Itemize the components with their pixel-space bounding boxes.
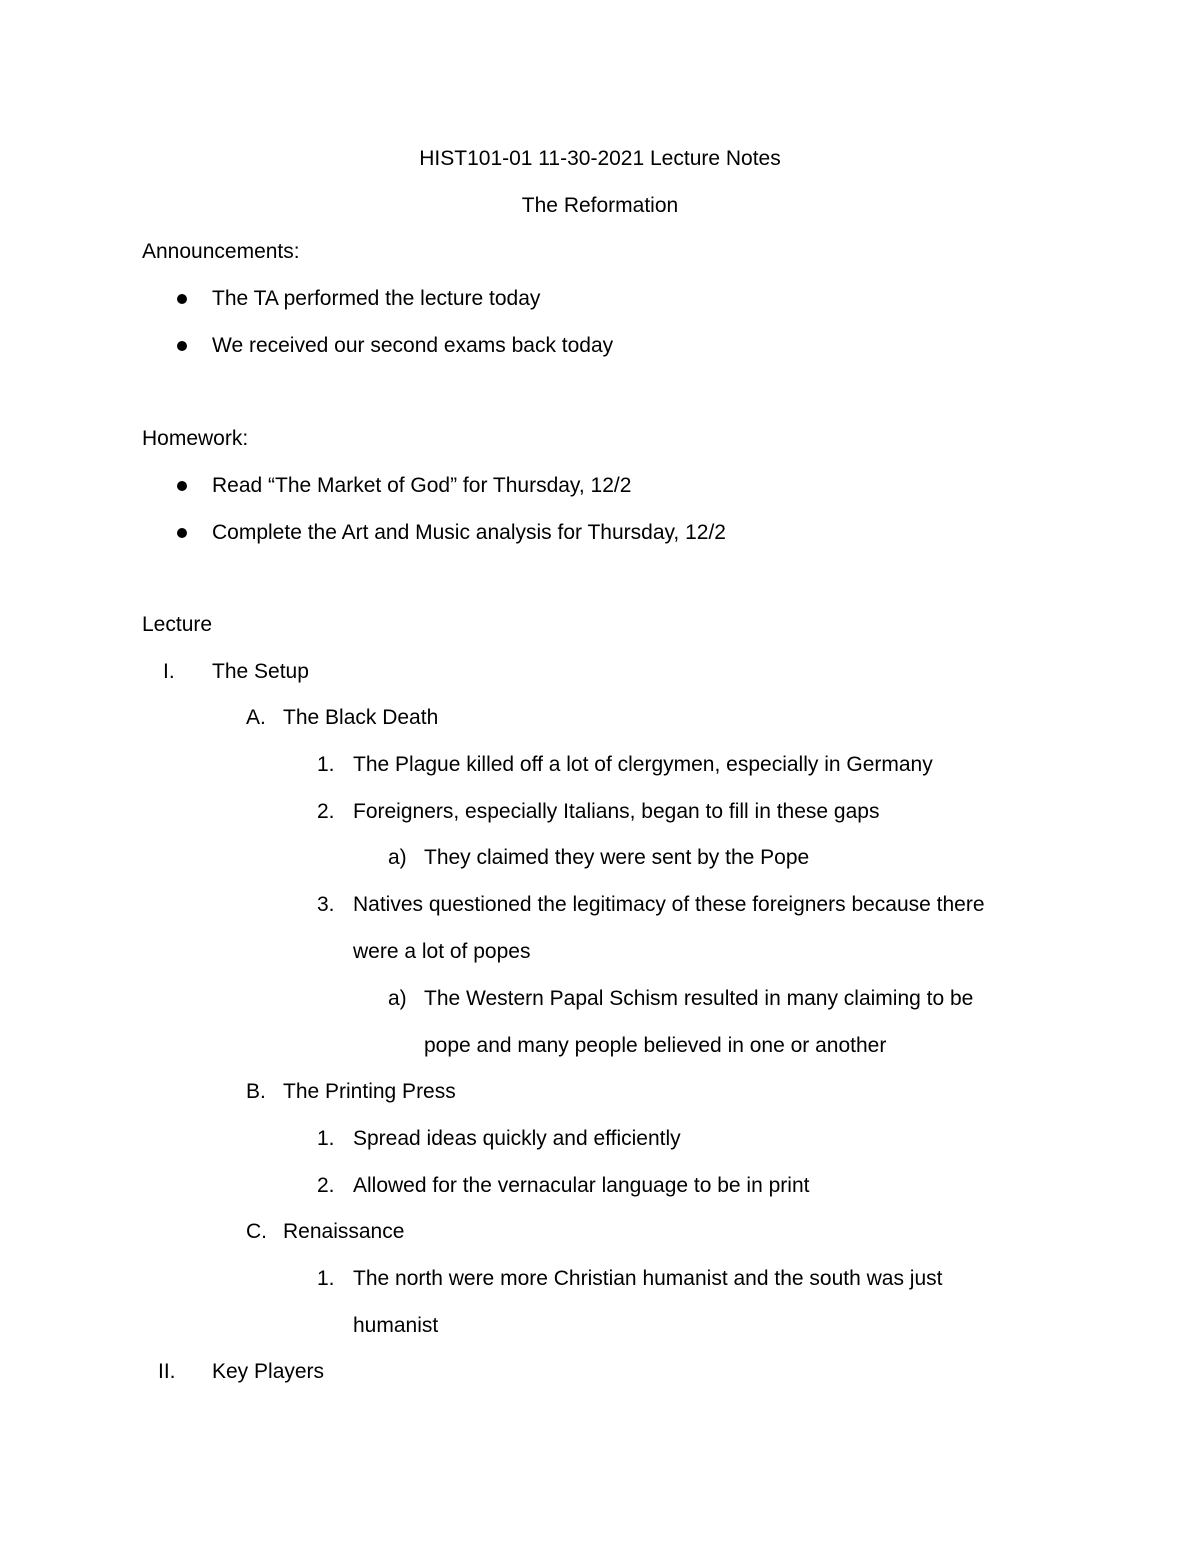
outline-marker: B. (246, 1080, 266, 1103)
outline-marker: I. (163, 660, 175, 683)
outline-marker: II. (158, 1360, 176, 1383)
announcement-item: We received our second exams back today (212, 334, 614, 357)
subpoint-text: pope and many people believed in one or another (424, 1034, 887, 1057)
document-title: HIST101-01 11-30-2021 Lecture Notes (419, 147, 781, 170)
bullet-icon (177, 528, 187, 538)
outline-marker: A. (246, 706, 266, 729)
announcement-item: The TA performed the lecture today (212, 287, 541, 310)
outline-marker: 1. (317, 1127, 335, 1150)
point-text: Natives questioned the legitimacy of these foreigners because there (353, 893, 985, 916)
outline-marker: 2. (317, 800, 335, 823)
bullet-icon (177, 294, 187, 304)
subpoint-text: The Western Papal Schism resulted in many claiming to be (424, 987, 974, 1010)
subsection-title: The Printing Press (283, 1080, 456, 1103)
bullet-icon (177, 341, 187, 351)
outline-marker: a) (388, 987, 407, 1010)
point-text: The north were more Christian humanist and the south was just (353, 1267, 943, 1290)
subsection-title: Renaissance (283, 1220, 405, 1243)
outline-marker: 2. (317, 1174, 335, 1197)
outline-marker: C. (246, 1220, 267, 1243)
homework-item: Complete the Art and Music analysis for Thursday, 12/2 (212, 521, 726, 544)
outline-marker: 1. (317, 753, 335, 776)
outline-marker: 3. (317, 893, 335, 916)
announcements-heading: Announcements: (142, 240, 300, 263)
homework-item: Read “The Market of God” for Thursday, 12/2 (212, 474, 632, 497)
subpoint-text: They claimed they were sent by the Pope (424, 846, 810, 869)
point-text: Allowed for the vernacular language to be in print (353, 1174, 810, 1197)
point-text: The Plague killed off a lot of clergymen, especially in Germany (353, 753, 933, 776)
document-subtitle: The Reformation (521, 194, 679, 217)
outline-marker: 1. (317, 1267, 335, 1290)
point-text: Foreigners, especially Italians, began to fill in these gaps (353, 800, 880, 823)
lecture-heading: Lecture (142, 613, 213, 636)
subsection-title: The Black Death (283, 706, 439, 729)
outline-marker: a) (388, 846, 407, 869)
point-text: humanist (353, 1314, 439, 1337)
section-title: The Setup (212, 660, 309, 683)
bullet-icon (177, 481, 187, 491)
point-text: were a lot of popes (353, 940, 531, 963)
section-title: Key Players (212, 1360, 325, 1383)
point-text: Spread ideas quickly and efficiently (353, 1127, 681, 1150)
homework-heading: Homework: (142, 427, 249, 450)
